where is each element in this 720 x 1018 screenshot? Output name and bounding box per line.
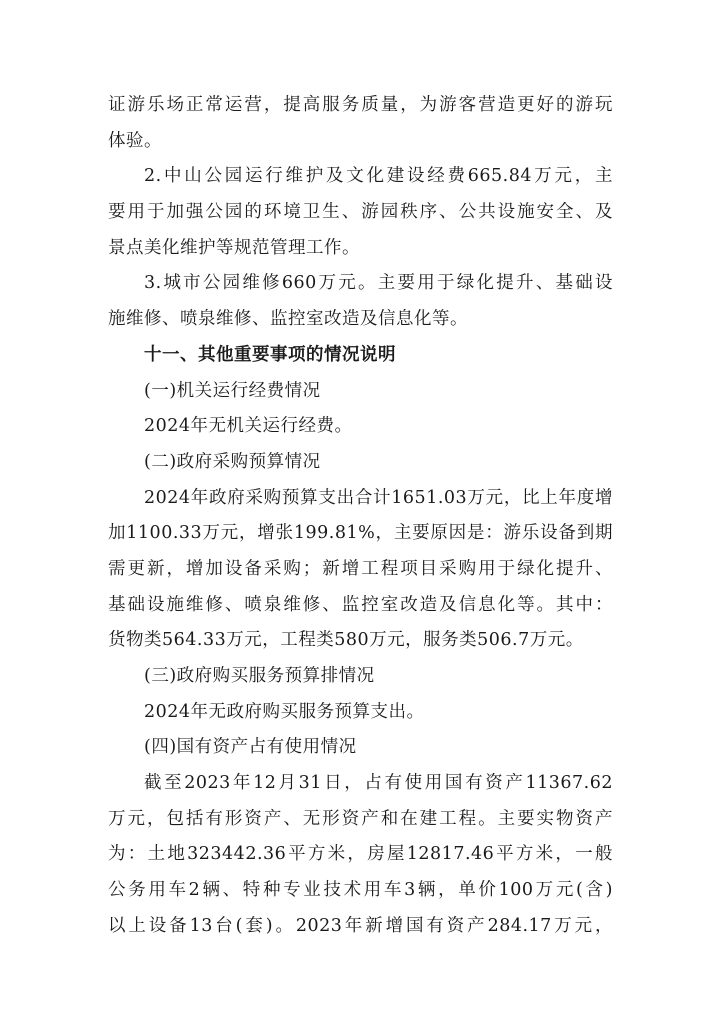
text-line: 施维修、喷泉维修、监控室改造及信息化等。 [108, 309, 468, 330]
text-line: 为：土地323442.36平方米，房屋12817.46平方米，一般 [108, 844, 613, 865]
text-line: 景点美化维护等规范管理工作。 [108, 237, 360, 258]
text-line: 2024年无政府购买服务预算支出。 [144, 701, 425, 722]
document-page [108, 88, 613, 945]
text-line: (二)政府采购预算情况 [144, 451, 321, 472]
text-line: (一)机关运行经费情况 [144, 380, 321, 401]
text-line: 证游乐场正常运营，提高服务质量，为游客营造更好的游玩 [108, 95, 613, 115]
text-line: 货物类564.33万元，工程类580万元，服务类506.7万元。 [108, 630, 584, 651]
text-line: 体验。 [108, 130, 162, 151]
text-line: 以上设备13台(套)。2023年新增国有资产284.17万元， [108, 915, 613, 936]
section-heading: 十一、其他重要事项的情况说明 [144, 344, 396, 365]
text-line: 加1100.33万元，增张199.81%，主要原因是：游乐设备到期 [108, 523, 613, 544]
text-line: 要用于加强公园的环境卫生、游园秩序、公共设施安全、及 [108, 202, 613, 223]
text-line: (四)国有资产占有使用情况 [144, 737, 357, 758]
text-line: 截至2023年12月31日，占有使用国有资产11367.62 [144, 773, 613, 794]
text-line: 基础设施维修、喷泉维修、监控室改造及信息化等。其中： [108, 594, 613, 615]
text-line: 2024年政府采购预算支出合计1651.03万元，比上年度增 [144, 487, 613, 508]
text-line: 万元，包括有形资产、无形资产和在建工程。主要实物资产 [108, 808, 613, 829]
text-line: 2024年无机关运行经费。 [144, 416, 353, 437]
text-line: 2.中山公园运行维护及文化建设经费665.84万元，主 [144, 166, 613, 187]
text-line: 需更新，增加设备采购；新增工程项目采购用于绿化提升、 [108, 558, 613, 579]
text-line: 3.城市公园维修660万元。主要用于绿化提升、基础设 [144, 273, 613, 294]
text-line: (三)政府购买服务预算排情况 [144, 666, 375, 686]
text-line: 公务用车2辆、特种专业技术用车3辆，单价100万元(含) [108, 880, 613, 901]
